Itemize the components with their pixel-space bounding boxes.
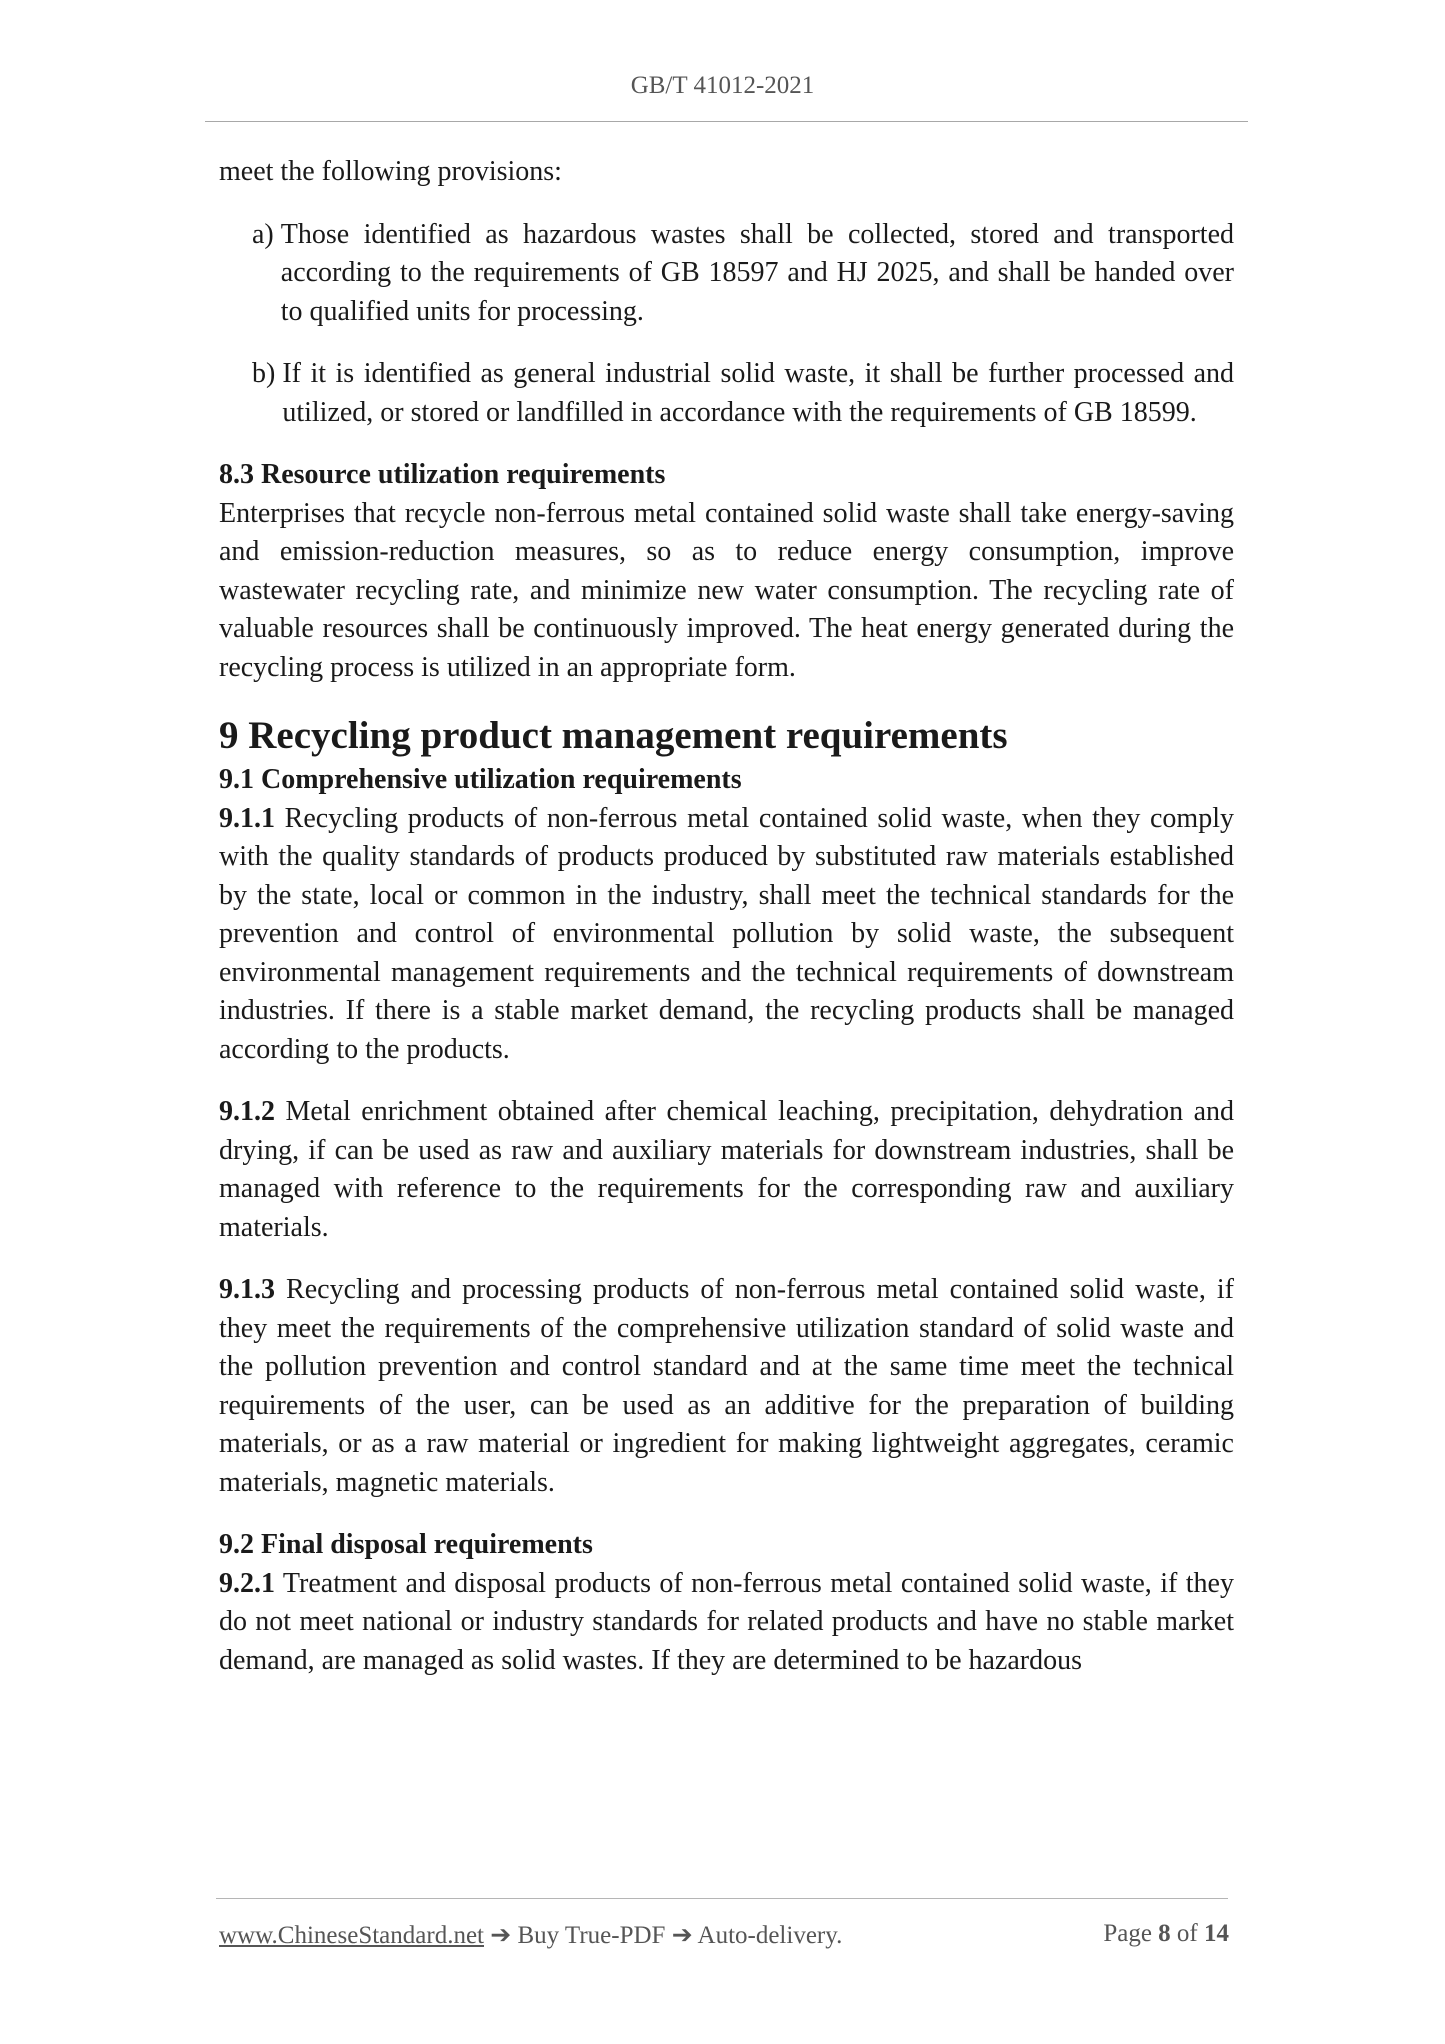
footer-promo bbox=[219, 1920, 842, 1950]
clause-number: 9.2.1 bbox=[219, 1567, 275, 1599]
clause-text: Recycling and processing products of non-ferrous metal contained solid waste, if they meet the requirements of the comprehensive utilization standard of solid waste and the pollution prevention and control standard and at the same time meet the technical requirements of the user, can be used as an additive for the preparation of building materials, or as a raw material or ingredient for making lightweight aggregates, ceramic materials, magnetic materials. bbox=[219, 1274, 1234, 1498]
intro-paragraph: meet the following provisions: bbox=[219, 156, 562, 187]
list-item-b bbox=[252, 355, 1234, 432]
clause-text: Recycling products of non-ferrous metal contained solid waste, when they comply with the quality standards of products produced by substituted raw materials established by the state, local or common in the industry, shall meet the technical standards for the prevention and control of environmental pollution by solid waste, the subsequent environmental management requirements and the technical requirements of downstream industries. If there is a stable market demand, the recycling products shall be managed according to the products. bbox=[219, 802, 1234, 1065]
header-divider bbox=[205, 121, 1248, 122]
buy-true-pdf-text: Buy True-PDF bbox=[517, 1922, 666, 1949]
page-of-label: of bbox=[1176, 1920, 1198, 1947]
list-item-text: Those identified as hazardous wastes shall be collected, stored and transported according to the requirements of GB 18597 and HJ 2025, and shall be handed over to qualified units for processing. bbox=[280, 218, 1234, 327]
clause-9-2-1 bbox=[219, 1565, 1234, 1681]
clause-9-1-1 bbox=[219, 800, 1234, 1070]
page-total: 14 bbox=[1204, 1920, 1229, 1947]
section-heading-8-3: 8.3 Resource utilization requirements bbox=[219, 459, 666, 490]
section-heading-9-2: 9.2 Final disposal requirements bbox=[219, 1529, 593, 1560]
list-item-text: If it is identified as general industrial solid waste, it shall be further processed and utilized, or stored or landfilled in accordance with the requirements of GB 18599. bbox=[282, 358, 1234, 428]
website-link[interactable]: www.ChineseStandard.net bbox=[219, 1922, 484, 1949]
list-marker: a) bbox=[252, 218, 281, 250]
arrow-right-icon: ➔ bbox=[484, 1922, 518, 1949]
section-8-3-body: Enterprises that recycle non-ferrous metal contained solid waste shall take energy-saving and emission-reduction measures, so as to reduce energy consumption, improve wastewater recycling rate, and minimize new water consumption. The recycling rate of valuable resources shall be continuously improved. The heat energy generated during the recycling process is utilized in an appropriate form. bbox=[219, 497, 1234, 683]
document-body bbox=[219, 153, 1234, 1704]
arrow-right-icon: ➔ bbox=[665, 1922, 698, 1949]
page-number bbox=[1103, 1920, 1229, 1948]
clause-9-1-3 bbox=[219, 1271, 1234, 1502]
page-header-title: GB/T 41012-2021 bbox=[630, 72, 815, 99]
page-current: 8 bbox=[1158, 1920, 1171, 1947]
clause-text: Metal enrichment obtained after chemical leaching, precipitation, dehydration and drying, if can be used as raw and auxiliary materials for downstream industries, shall be managed with reference to the requirements for the corresponding raw and auxiliary materials. bbox=[219, 1096, 1234, 1243]
clause-9-1-2 bbox=[219, 1093, 1234, 1247]
clause-number: 9.1.3 bbox=[219, 1274, 275, 1305]
clause-number: 9.1.2 bbox=[219, 1096, 275, 1127]
footer-divider bbox=[216, 1898, 1228, 1899]
clause-number: 9.1.1 bbox=[219, 802, 275, 834]
page-label: Page bbox=[1103, 1920, 1152, 1947]
chapter-heading-9: 9 Recycling product management requirements bbox=[219, 714, 1008, 757]
section-heading-9-1: 9.1 Comprehensive utilization requirements bbox=[219, 764, 742, 795]
list-marker: b) bbox=[252, 358, 283, 389]
clause-text: Treatment and disposal products of non-ferrous metal contained solid waste, if they do not meet national or industry standards for related products and have no stable market demand, are managed as solid wastes. If they are determined to be hazardous bbox=[219, 1567, 1234, 1676]
auto-delivery-text: Auto-delivery. bbox=[697, 1922, 843, 1949]
list-item-a bbox=[252, 216, 1234, 332]
